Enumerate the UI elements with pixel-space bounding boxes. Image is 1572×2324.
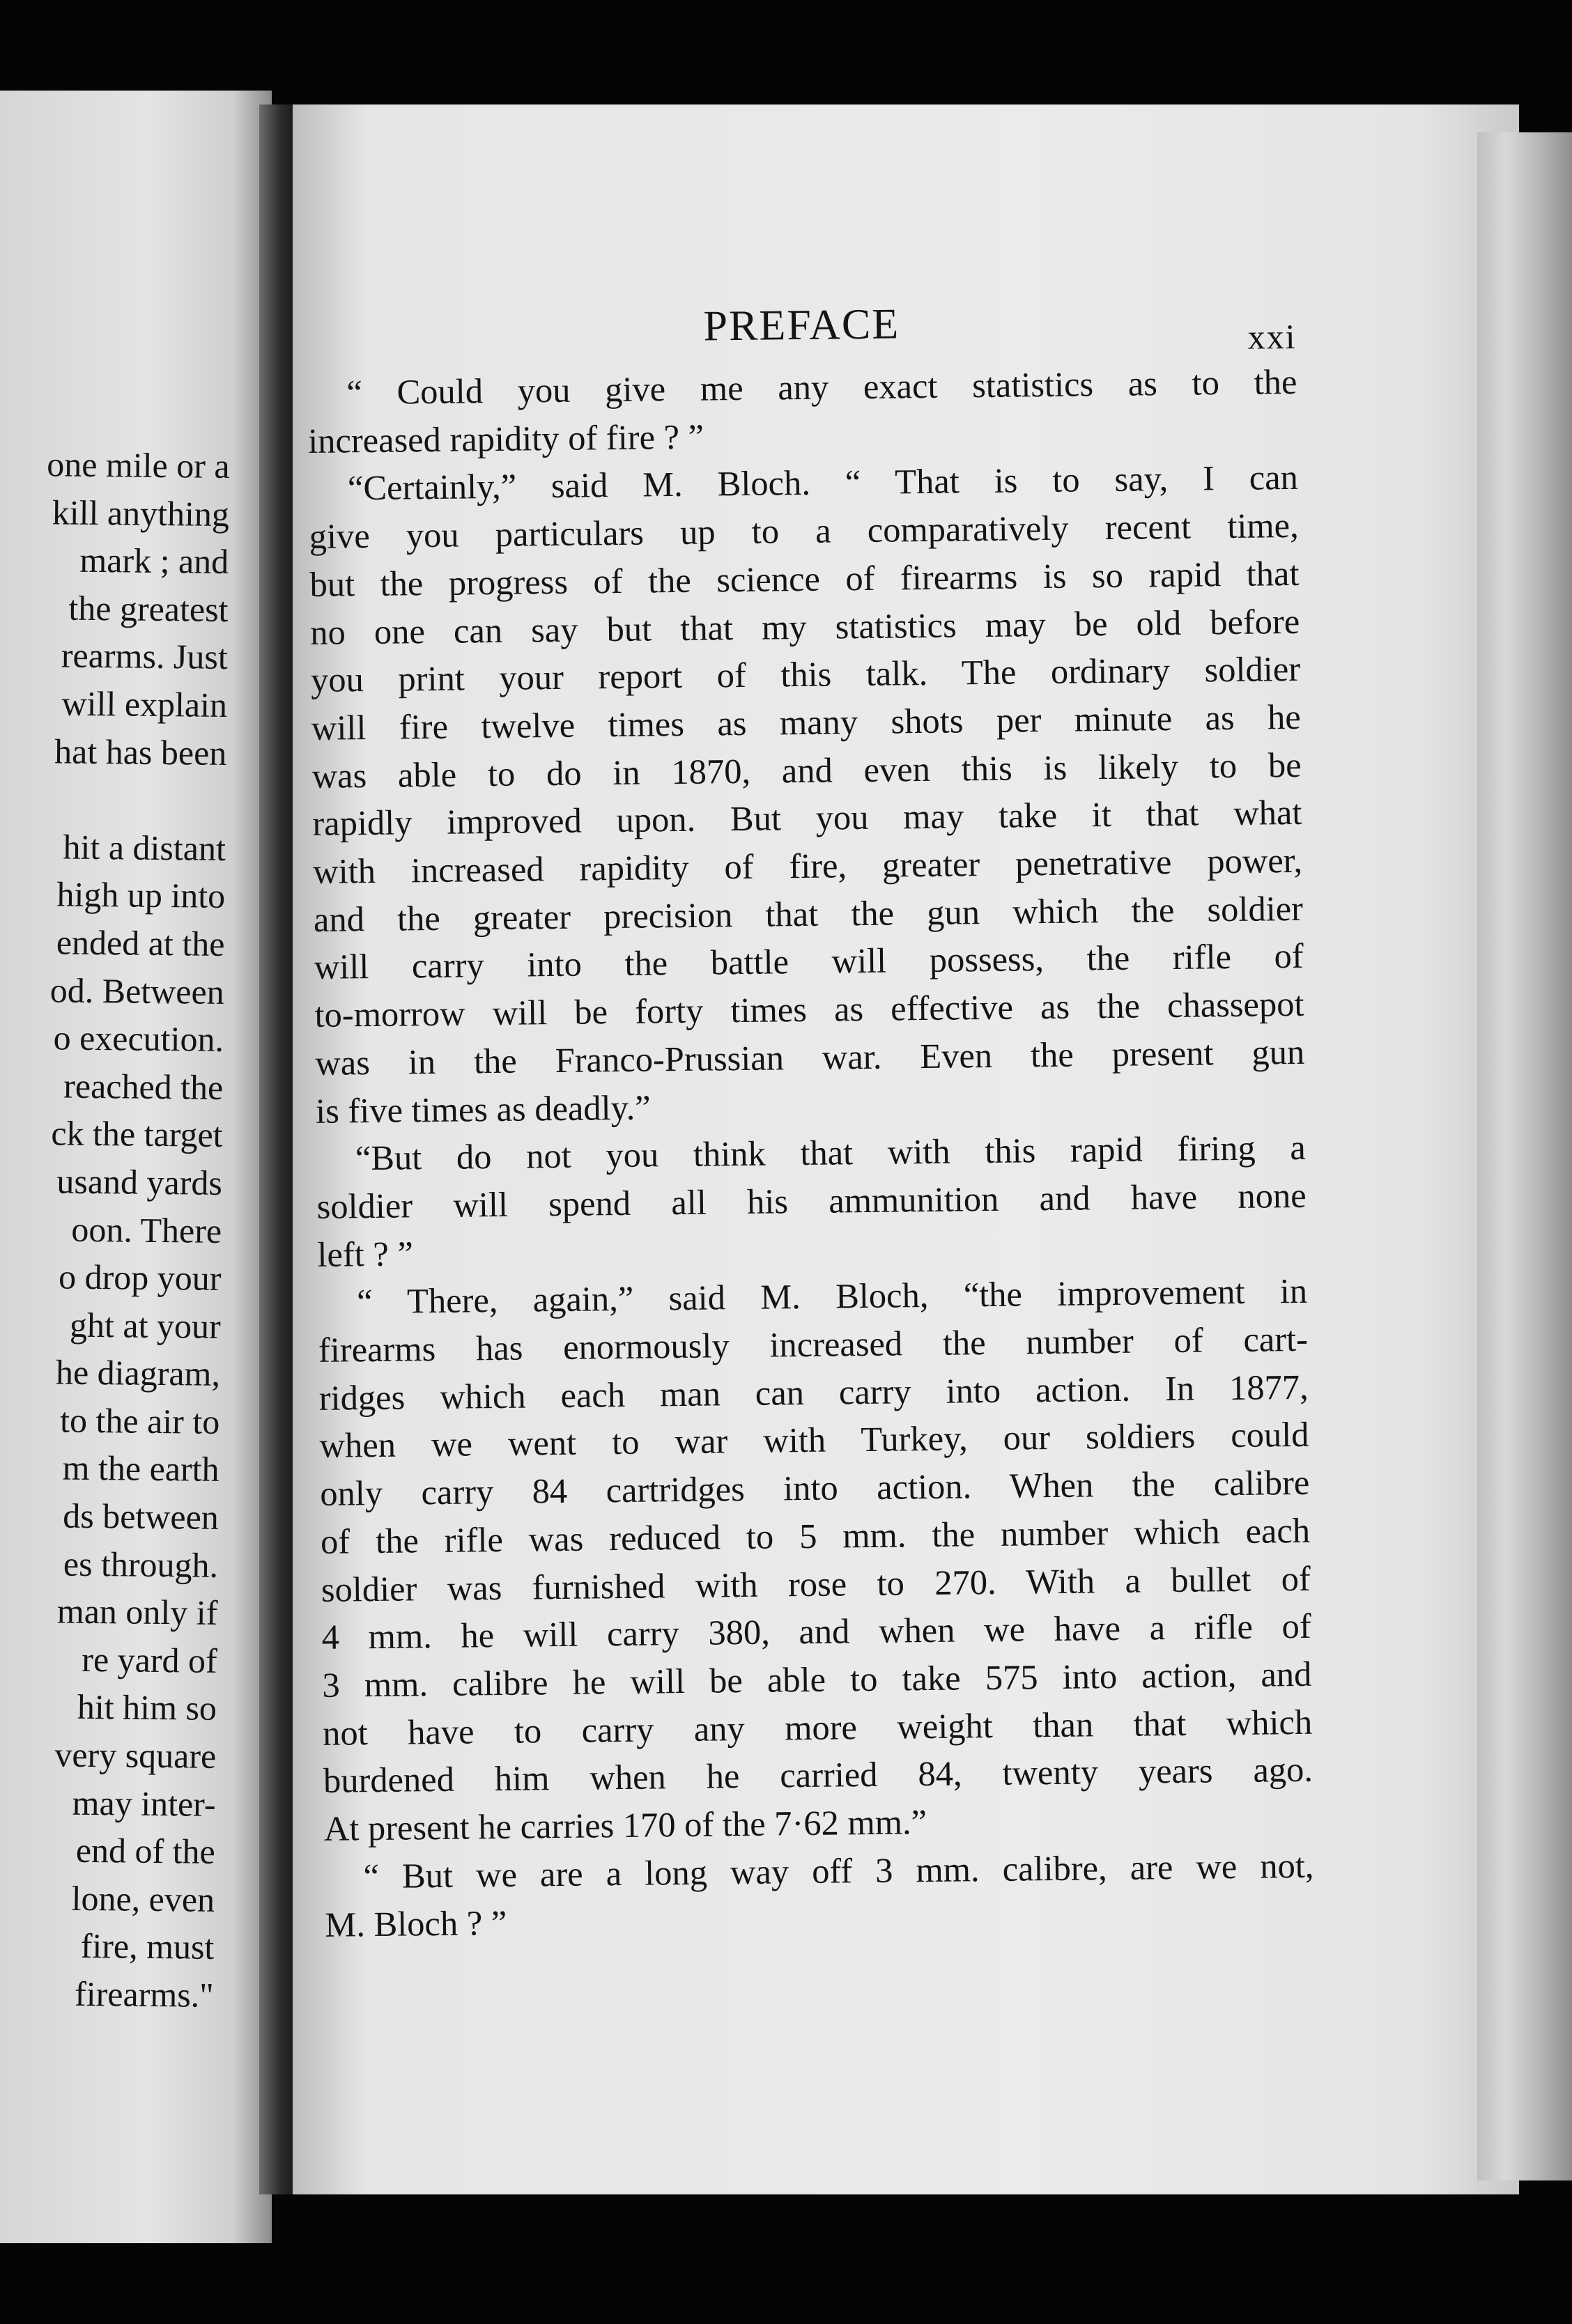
previous-page-line: oon. There [71,1209,222,1250]
text-line: is five times as deadly.” [315,1087,651,1131]
text-line: when we went to war with Turkey, our soldiers could [319,1415,1309,1466]
previous-page-line: usand yards [56,1161,223,1202]
previous-page-line [0,775,226,825]
text-line: At present he carries 170 of the 7·62 mm.” [323,1802,927,1848]
text-line: not have to carry any more weight than that which [322,1702,1313,1753]
previous-page-line: ck the target [51,1113,223,1155]
previous-page-line: od. Between [49,970,225,1012]
previous-page-line: lone, even [71,1878,215,1919]
text-line: will fire twelve times as many shots per minute as he [311,697,1302,747]
page-stack-edge [1477,132,1572,2180]
previous-page-line: may inter- [72,1783,216,1824]
text-line: you print your report of this talk. The ordinary soldier [310,649,1301,700]
previous-page-line: end of the [75,1831,216,1872]
running-head: PREFACE [703,300,900,350]
text-line: ridges which each man can carry into action. In 1877, [318,1367,1309,1418]
text-line: increased rapidity of fire ? ” [307,417,704,460]
text-line: burdened him when he carried 84, twenty years ago. [323,1750,1313,1801]
text-line: but the progress of the science of firearms is so rapid that [309,553,1300,604]
text-line: left ? ” [317,1234,414,1274]
text-line: soldier was furnished with rose to 270. With a bullet of [321,1558,1311,1609]
paragraph [324,1842,1314,1949]
text-line: only carry 84 cartridges into action. When the calibre [320,1462,1310,1514]
text-line: no one can say but that my statistics may be old before [309,601,1300,652]
previous-page-line: hit a distant [63,827,226,868]
text-line: with increased rapidity of fire, greater penetrative power, [312,840,1303,891]
previous-page-line: fire, must [80,1926,215,1967]
previous-page-text [0,440,230,2020]
text-line: to-morrow will be forty times as effective as the chassepot [314,984,1304,1035]
previous-page-line: one mile or a [46,444,230,486]
text-line: M. Bloch ? ” [325,1903,507,1944]
page-header [307,295,1297,369]
previous-page-line: rearms. Just [61,635,229,677]
previous-page-line: ended at the [56,922,225,963]
text-line: soldier will spend all his ammunition and have none [316,1175,1307,1226]
previous-page-line: o execution. [53,1018,224,1060]
paragraph [307,358,1297,465]
text-line: 3 mm. calibre he will be able to take 575 into action, and [322,1654,1312,1705]
paragraph [316,1124,1307,1278]
text-line: “ There, again,” said M. Bloch, “the improvement in [356,1271,1308,1322]
previous-page-line: ds between [63,1496,219,1537]
previous-page-line: to the air to [59,1400,220,1441]
text-line: firearms has enormously increased the number of cart- [318,1319,1309,1370]
previous-page-line: hat has been [54,731,227,773]
previous-page-line: man only if [56,1591,218,1633]
previous-page-line: es through. [63,1544,219,1585]
text-line: “ But we are a long way off 3 mm. calibre, are we not, [363,1845,1314,1896]
paragraph [309,454,1306,1135]
text-line: was able to do in 1870, and even this is likely to be [311,745,1302,796]
previous-page-fragment [0,91,272,2243]
paragraph [318,1267,1313,1852]
text-line: and the greater precision that the gun which the soldier [313,888,1304,939]
previous-page-line: ght at your [69,1305,222,1346]
body-text [307,358,1315,1949]
text-line: give you particulars up to a comparatively recent time, [309,505,1299,557]
text-line: was in the Franco-Prussian war. Even the present gun [315,1032,1305,1083]
previous-page-line: he diagram, [55,1352,221,1394]
text-line: rapidly improved upon. But you may take it that what [312,793,1302,844]
previous-page-line: high up into [56,874,226,916]
page-number: xxi [1247,316,1297,357]
text-line: of the rifle was reduced to 5 mm. the number which each [320,1510,1311,1561]
previous-page-line: the greatest [68,588,229,629]
previous-page-line: reached the [63,1066,224,1107]
text-line: “Certainly,” said M. Bloch. “ That is to say, I can [347,458,1299,508]
text-line: “ Could you give me any exact statistics as to the [346,362,1297,412]
previous-page-line: m the earth [62,1448,219,1489]
previous-page-line: firearms." [74,1974,214,2015]
text-line: 4 mm. he will carry 380, and when we have a rifle of [321,1606,1311,1657]
previous-page-line: very square [54,1735,217,1776]
previous-page-line: re yard of [82,1639,217,1680]
page-text-block [307,295,1315,1949]
previous-page-line: o drop your [58,1257,222,1299]
text-line: “But do not you think that with this rapid firing a [355,1128,1307,1178]
previous-page-line: will explain [61,683,228,725]
text-line: will carry into the battle will possess, the rifle of [314,936,1304,987]
previous-page-line: kill anything [52,492,230,534]
previous-page-line: mark ; and [79,540,229,582]
previous-page-line: hit him so [77,1687,217,1728]
